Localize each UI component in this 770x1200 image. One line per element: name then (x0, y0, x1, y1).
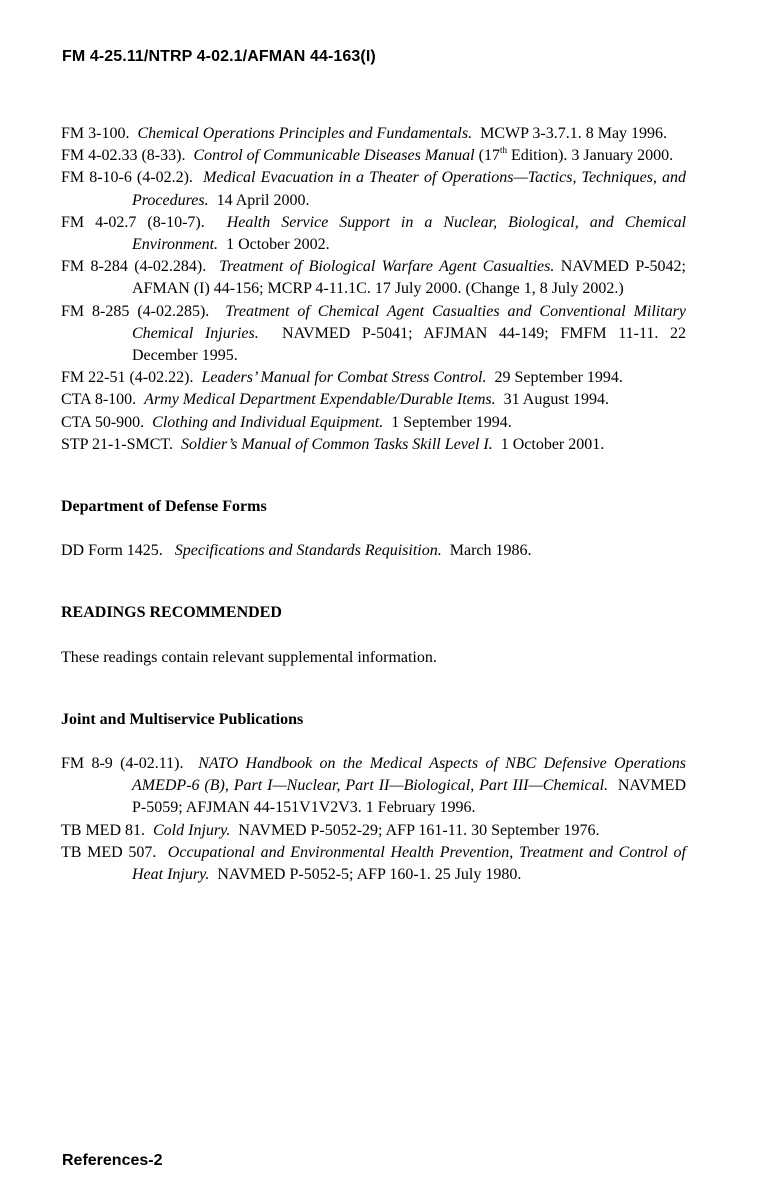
ref-details-post: Edition). 3 January 2000. (506, 147, 674, 165)
ref-id: FM 4-02.33 (8-33). (61, 147, 186, 165)
reference-entry (61, 145, 686, 167)
reference-entry (61, 434, 686, 456)
reference-entry (61, 167, 686, 211)
ref-details: 1 October 2002. (226, 236, 330, 254)
ref-title: Army Medical Department Expendable/Durable Items. (144, 391, 496, 409)
ref-details: 31 August 1994. (503, 391, 609, 409)
ref-title: Soldier’s Manual of Common Tasks Skill Level I. (181, 435, 493, 453)
ref-details: 29 September 1994. (494, 369, 623, 387)
ref-id: CTA 8-100. (61, 391, 137, 409)
readings-intro: These readings contain relevant supplemental information. (61, 648, 437, 666)
ref-details: 1 September 1994. (391, 413, 512, 431)
ref-details: NAVMED P-5059; AFJMAN 44-151V1V2V3. 1 February 1996. (132, 777, 686, 817)
ref-id: CTA 50-900. (61, 413, 145, 431)
ref-details: NAVMED P-5052-5; AFP 160-1. 25 July 1980. (217, 866, 522, 884)
reference-entry (61, 301, 686, 368)
ref-details: 14 April 2000. (216, 191, 310, 209)
ref-id: STP 21-1-SMCT. (61, 435, 174, 453)
page-number: References-2 (62, 1152, 163, 1169)
reference-entry (61, 367, 686, 389)
ref-details-pre: (17 (478, 147, 500, 165)
ref-details: 1 October 2001. (500, 435, 605, 453)
ref-id: FM 8-284 (4-02.284). (61, 258, 207, 276)
reference-entry (61, 212, 686, 256)
ref-title: Cold Injury. (153, 821, 231, 839)
ref-id: FM 22-51 (4-02.22). (61, 369, 194, 387)
ref-id: FM 8-10-6 (4-02.2). (61, 169, 193, 187)
section-heading-dod-forms: Department of Defense Forms (61, 498, 267, 516)
ref-title: Health Service Support in a Nuclear, Biological, and Chemical Environment. (132, 213, 687, 254)
ref-id: FM 8-285 (4-02.285). (61, 302, 210, 320)
ref-title: NATO Handbook on the Medical Aspects of NBC Defensive Operations AMEDP-6 (B), Part I—Nuclear, Part II—Biological, Part III—Chemical. (132, 755, 687, 795)
ref-title: Treatment of Biological Warfare Agent Casualties. (219, 258, 555, 276)
ref-id: DD Form 1425. (61, 542, 163, 560)
reference-entry (61, 256, 686, 300)
reference-entry (61, 540, 686, 562)
ref-superscript: th (499, 145, 507, 156)
ref-title: Chemical Operations Principles and Fundamentals. (137, 125, 473, 142)
section-heading-readings: READINGS RECOMMENDED (61, 604, 282, 622)
ref-id: FM 3-100. (61, 125, 130, 142)
ref-title: Specifications and Standards Requisition. (174, 542, 442, 560)
ref-title: Clothing and Individual Equipment. (152, 413, 384, 431)
ref-id: TB MED 81. (61, 821, 145, 839)
section-heading-joint: Joint and Multiservice Publications (61, 710, 304, 728)
reference-entry (61, 753, 686, 820)
ref-details: NAVMED P-5052-29; AFP 161-11. 30 September 1976. (238, 821, 600, 839)
reference-entry (61, 820, 686, 842)
reference-entry (61, 389, 686, 411)
reference-entry (61, 842, 686, 886)
ref-details: NAVMED P-5042; AFMAN (I) 44-156; MCRP 4-11.1C. 17 July 2000. (Change 1, 8 July 2002.) (132, 258, 686, 298)
ref-title: Leaders’ Manual for Combat Stress Control. (201, 369, 487, 387)
reference-entry (61, 412, 686, 434)
ref-details: March 1986. (449, 542, 532, 560)
reference-entry (61, 123, 686, 145)
ref-title: Medical Evacuation in a Theater of Operations—Tactics, Techniques, and Procedures. (132, 169, 687, 209)
ref-id: FM 8-9 (4-02.11). (61, 755, 184, 773)
ref-id: TB MED 507. (61, 843, 157, 861)
ref-details: MCWP 3-3.7.1. 8 May 1996. (480, 125, 668, 142)
ref-details: NAVMED P-5041; AFJMAN 44-149; FMFM 11-11. 22 December 1995. (132, 324, 687, 365)
ref-title: Control of Communicable Diseases Manual (193, 147, 475, 165)
ref-title: Treatment of Chemical Agent Casualties and Conventional Military Chemical Injuries. (132, 302, 687, 342)
ref-id: FM 4-02.7 (8-10-7). (61, 213, 205, 231)
running-header: FM 4-25.11/NTRP 4-02.1/AFMAN 44-163(I) (62, 48, 376, 65)
ref-title: Occupational and Environmental Health Prevention, Treatment and Control of Heat Injury. (132, 843, 687, 884)
references-body (61, 123, 686, 886)
